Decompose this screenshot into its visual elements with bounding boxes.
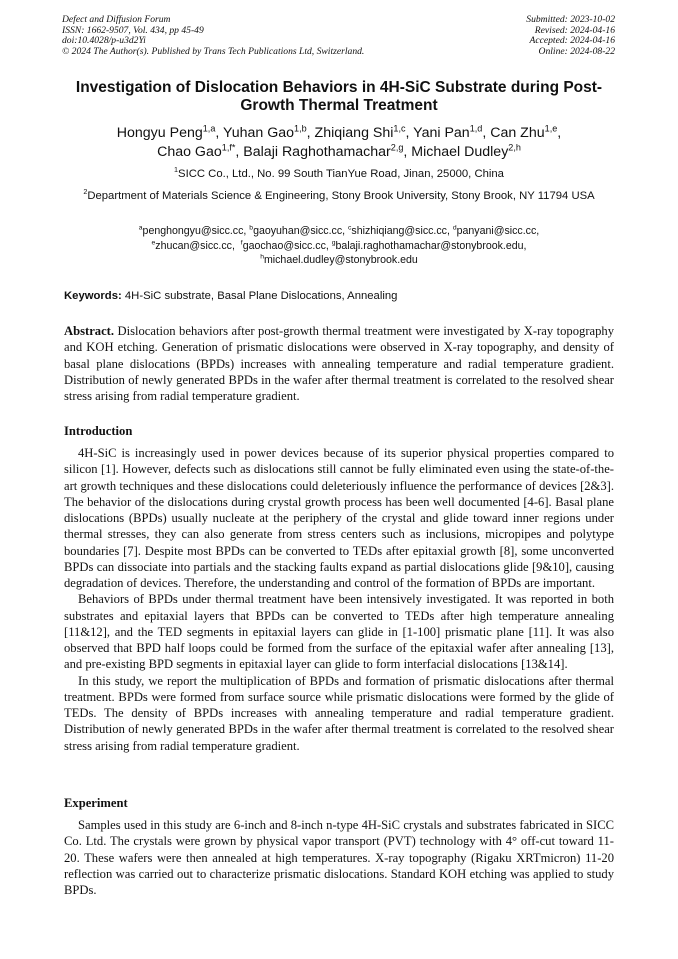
author: Yuhan Gao$^{1,b}$ xyxy=(223,123,307,141)
author: Balaji Raghothamachar$^{2,g}$ xyxy=(243,142,404,160)
issn-line: ISSN: 1662-9507, Vol. 434, pp 45-49 xyxy=(62,24,204,36)
copyright-line: © 2024 The Author(s). Published by Trans Tech Publications Ltd, Switzerland. xyxy=(62,45,365,57)
keywords-label: Keywords: xyxy=(64,290,122,302)
author: Michael Dudley$^{2,h}$ xyxy=(411,142,521,160)
email-line: $^e$zhucan@sicc.cc, $^f$gaochao@sicc.cc, $^g$balaji.raghothamachar@stonybrook.edu, xyxy=(151,238,527,252)
dates-info xyxy=(526,15,615,57)
abstract xyxy=(64,323,614,404)
abstract-text: Dislocation behaviors after post-growth thermal treatment were investigated by X-ray topography and KOH etching. Generation of prismatic dislocations were observed in X-ray topography, and density of basal plane dislocations (BPDs) increases with annealing temperature and radial temperature gradient. Distribution of newly generated BPDs in the wafer after thermal treatment is correlated to the resolved shear stress arising from radial temperature gradient. xyxy=(64,324,614,403)
paragraph: Behaviors of BPDs under thermal treatment have been intensively investigated. It was reported in both substrates and epitaxial layers that BPDs can be converted to TEDs after high temperature annealing [11&12], and the TED segments in epitaxial layers can glide in [1-100] prismatic plane [11]. It was also observed that BPD half loops could be formed from the surface of the epitaxial wafer after annealing [13], and pre-existing BPD segments in epitaxial layer can glide to form interfacial dislocations [13&14]. xyxy=(64,592,614,672)
author-list: Hongyu Peng$^{1,a}$, Yuhan Gao$^{1,b}$, Zhiqiang Shi$^{1,c}$, Yani Pan$^{1,d}$, Can Zhu$^{1,e}$, Chao Gao$^{1,f*}$, Balaji Raghothamachar$^{2,g}$, Michael Dudley$^{2,h}$ xyxy=(116,123,562,160)
submitted-date: Submitted: 2023-10-02 xyxy=(526,14,615,25)
paper-title: Investigation of Dislocation Behaviors in 4H-SiC Substrate during Post-Growth Thermal Treatment xyxy=(75,79,603,114)
introduction-heading: Introduction xyxy=(64,424,133,438)
author: Can Zhu$^{1,e}$ xyxy=(490,123,558,141)
author: Hongyu Peng$^{1,a}$ xyxy=(116,123,216,141)
keywords-text: 4H-SiC substrate, Basal Plane Dislocations, Annealing xyxy=(121,290,398,302)
online-date: Online: 2024-08-22 xyxy=(538,45,615,57)
email-line: $^h$michael.dudley@stonybrook.edu xyxy=(260,253,418,266)
experiment-heading: Experiment xyxy=(64,796,128,810)
author: Yani Pan$^{1,d}$ xyxy=(413,123,483,141)
keywords xyxy=(64,289,614,303)
doi-line: doi:10.4028/p-u3d2Yi xyxy=(62,35,146,47)
journal-info xyxy=(62,15,364,57)
experiment-body xyxy=(64,817,614,898)
affiliation-1: $^1$SICC Co., Ltd., No. 99 South TianYue Road, Jinan, 25000, China xyxy=(174,165,504,180)
journal-name: Defect and Diffusion Forum xyxy=(62,14,171,25)
revised-date: Revised: 2024-04-16 xyxy=(534,24,615,36)
email-line: $^a$penghongyu@sicc.cc, $^b$gaoyuhan@sicc.cc, $^c$shizhiqiang@sicc.cc, $^d$panyani@sicc.cc, xyxy=(138,224,540,237)
affiliation-2: $^2$Department of Materials Science & Engineering, Stony Brook University, Stony Brook, NY 11794 USA xyxy=(83,187,595,202)
abstract-label: Abstract. xyxy=(64,324,115,338)
paragraph: Samples used in this study are 6-inch and 8-inch n-type 4H-SiC crystals and substrates fabricated in SICC Co. Ltd. The crystals were grown by physical vapor transport (PVT) technology with 4° off-cut toward 11-20. These wafers were then annealed at high temperatures. X-ray topography (Rigaku XRTmicron) 11-20 reflection was carried out to characterize prismatic dislocations. Standard KOH etching was applied to study BPDs. xyxy=(64,818,614,897)
accepted-date: Accepted: 2024-04-16 xyxy=(529,35,615,47)
paragraph: 4H-SiC is increasingly used in power devices because of its superior physical properties compared to silicon [1]. However, defects such as dislocations still cannot be fully eliminated even using the state-of-the-art growth techniques and these dislocations could deleteriously influence the performance of devices [2&3]. The behavior of the dislocations during crystal growth process has been well documented [4-6]. Basal plane dislocations (BPDs) usually nucleate at the periphery of the crystal and glide toward inner regions under thermal stresses, they can also generate from stress centers such as inclusions, micropipes and polytype boundaries [7]. Despite most BPDs can be converted to TEDs after epitaxial growth [8], some unconverted BPDs can dissociate into partials and the stacking faults expand as partial dislocations glide [9&10], causing degradation of devices. Therefore, the understanding and control of the formation of BPDs are important. xyxy=(64,446,614,590)
author: Chao Gao$^{1,f*}$ xyxy=(157,142,236,160)
author: Zhiqiang Shi$^{1,c}$ xyxy=(314,123,406,141)
introduction-body xyxy=(64,445,614,754)
paragraph: In this study, we report the multiplication of BPDs and formation of prismatic dislocations after thermal treatment. BPDs were formed from surface source while prismatic dislocations were formed by the glide of TEDs. The density of BPDs increases with annealing temperature and radial temperature gradient. Distribution of newly generated BPDs in the wafer after thermal treatment is correlated to the resolved shear stress arising from radial temperature gradient. xyxy=(64,673,614,753)
email-list xyxy=(64,224,614,268)
